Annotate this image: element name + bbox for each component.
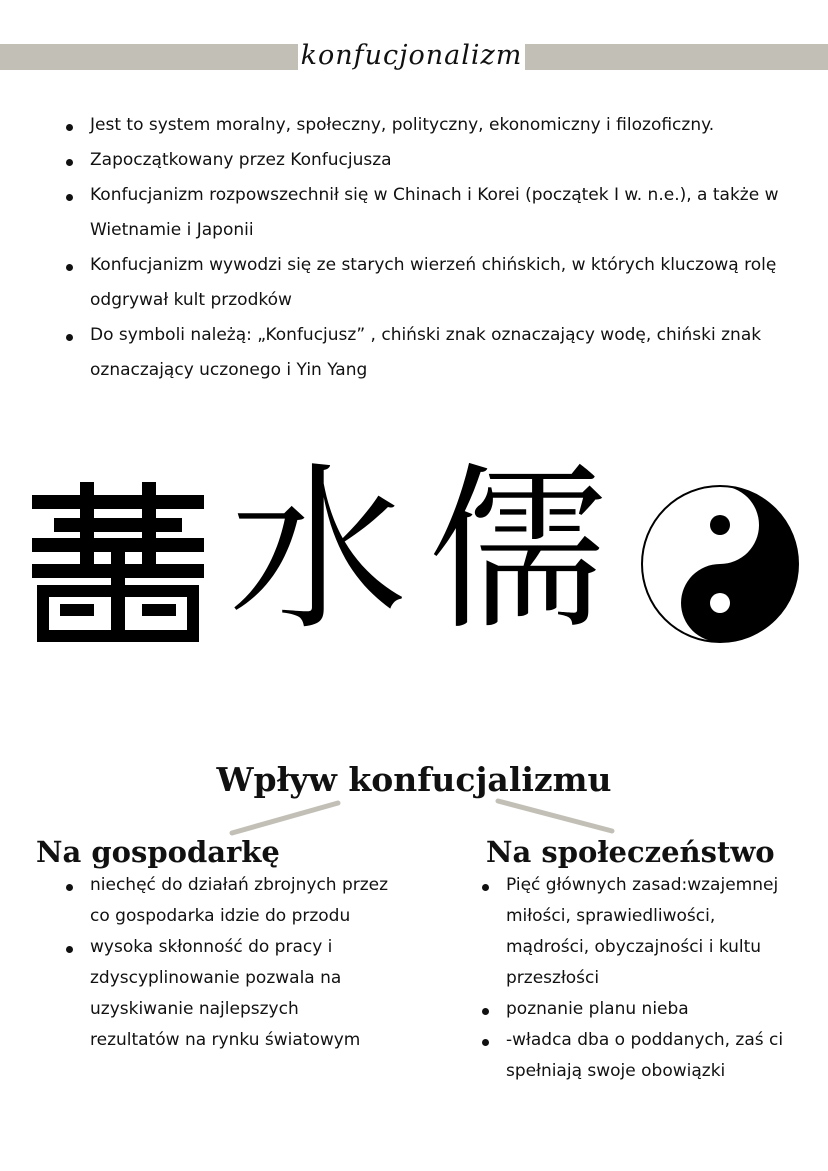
society-heading: Na społeczeństwo (486, 835, 775, 869)
confucius-symbol-icon (32, 482, 204, 642)
list-item: Konfucjanizm rozpowszechnił się w Chinach i Korei (początek I w. n.e.), a także w Wietnamie i Japonii (62, 178, 782, 248)
list-item: Zapoczątkowany przez Konfucjusza (62, 143, 782, 178)
list-item: Jest to system moralny, społeczny, polityczny, ekonomiczny i filozoficzny. (62, 108, 782, 143)
title-band-right (525, 44, 828, 70)
list-item: -władca dba o poddanych, zaś ci spełniają swoje obowiązki (478, 1025, 798, 1087)
list-item: poznanie planu nieba (478, 994, 798, 1025)
list-item: Pięć głównych zasad:wzajemnej miłości, sprawiedliwości, mądrości, obyczajności i kultu przeszłości (478, 870, 798, 994)
water-character-icon: 水 (229, 447, 407, 654)
influence-heading: Wpływ konfucjalizmu (216, 760, 612, 799)
economy-list (62, 870, 392, 1056)
list-item: Do symboli należą: „Konfucjusz” , chiński znak oznaczający wodę, chiński znak oznaczający uczonego i Yin Yang (62, 318, 782, 388)
connector-lines (0, 795, 828, 840)
symbols-row (0, 447, 828, 662)
title-band-left (0, 44, 298, 70)
list-item: Konfucjanizm wywodzi się ze starych wierzeń chińskich, w których kluczową rolę odgrywał kult przodków (62, 248, 782, 318)
list-item: niechęć do działań zbrojnych przez co gospodarka idzie do przodu (62, 870, 392, 932)
page-title: konfucjonalizm (300, 40, 523, 71)
society-list (478, 870, 798, 1087)
intro-list (62, 108, 782, 388)
title-bar (0, 40, 828, 71)
yin-yang-icon (640, 484, 800, 644)
economy-heading: Na gospodarkę (36, 835, 280, 869)
list-item: wysoka skłonność do pracy i zdyscyplinowanie pozwala na uzyskiwanie najlepszych rezultatów na rynku światowym (62, 932, 392, 1056)
scholar-character-icon: 儒 (429, 447, 607, 654)
